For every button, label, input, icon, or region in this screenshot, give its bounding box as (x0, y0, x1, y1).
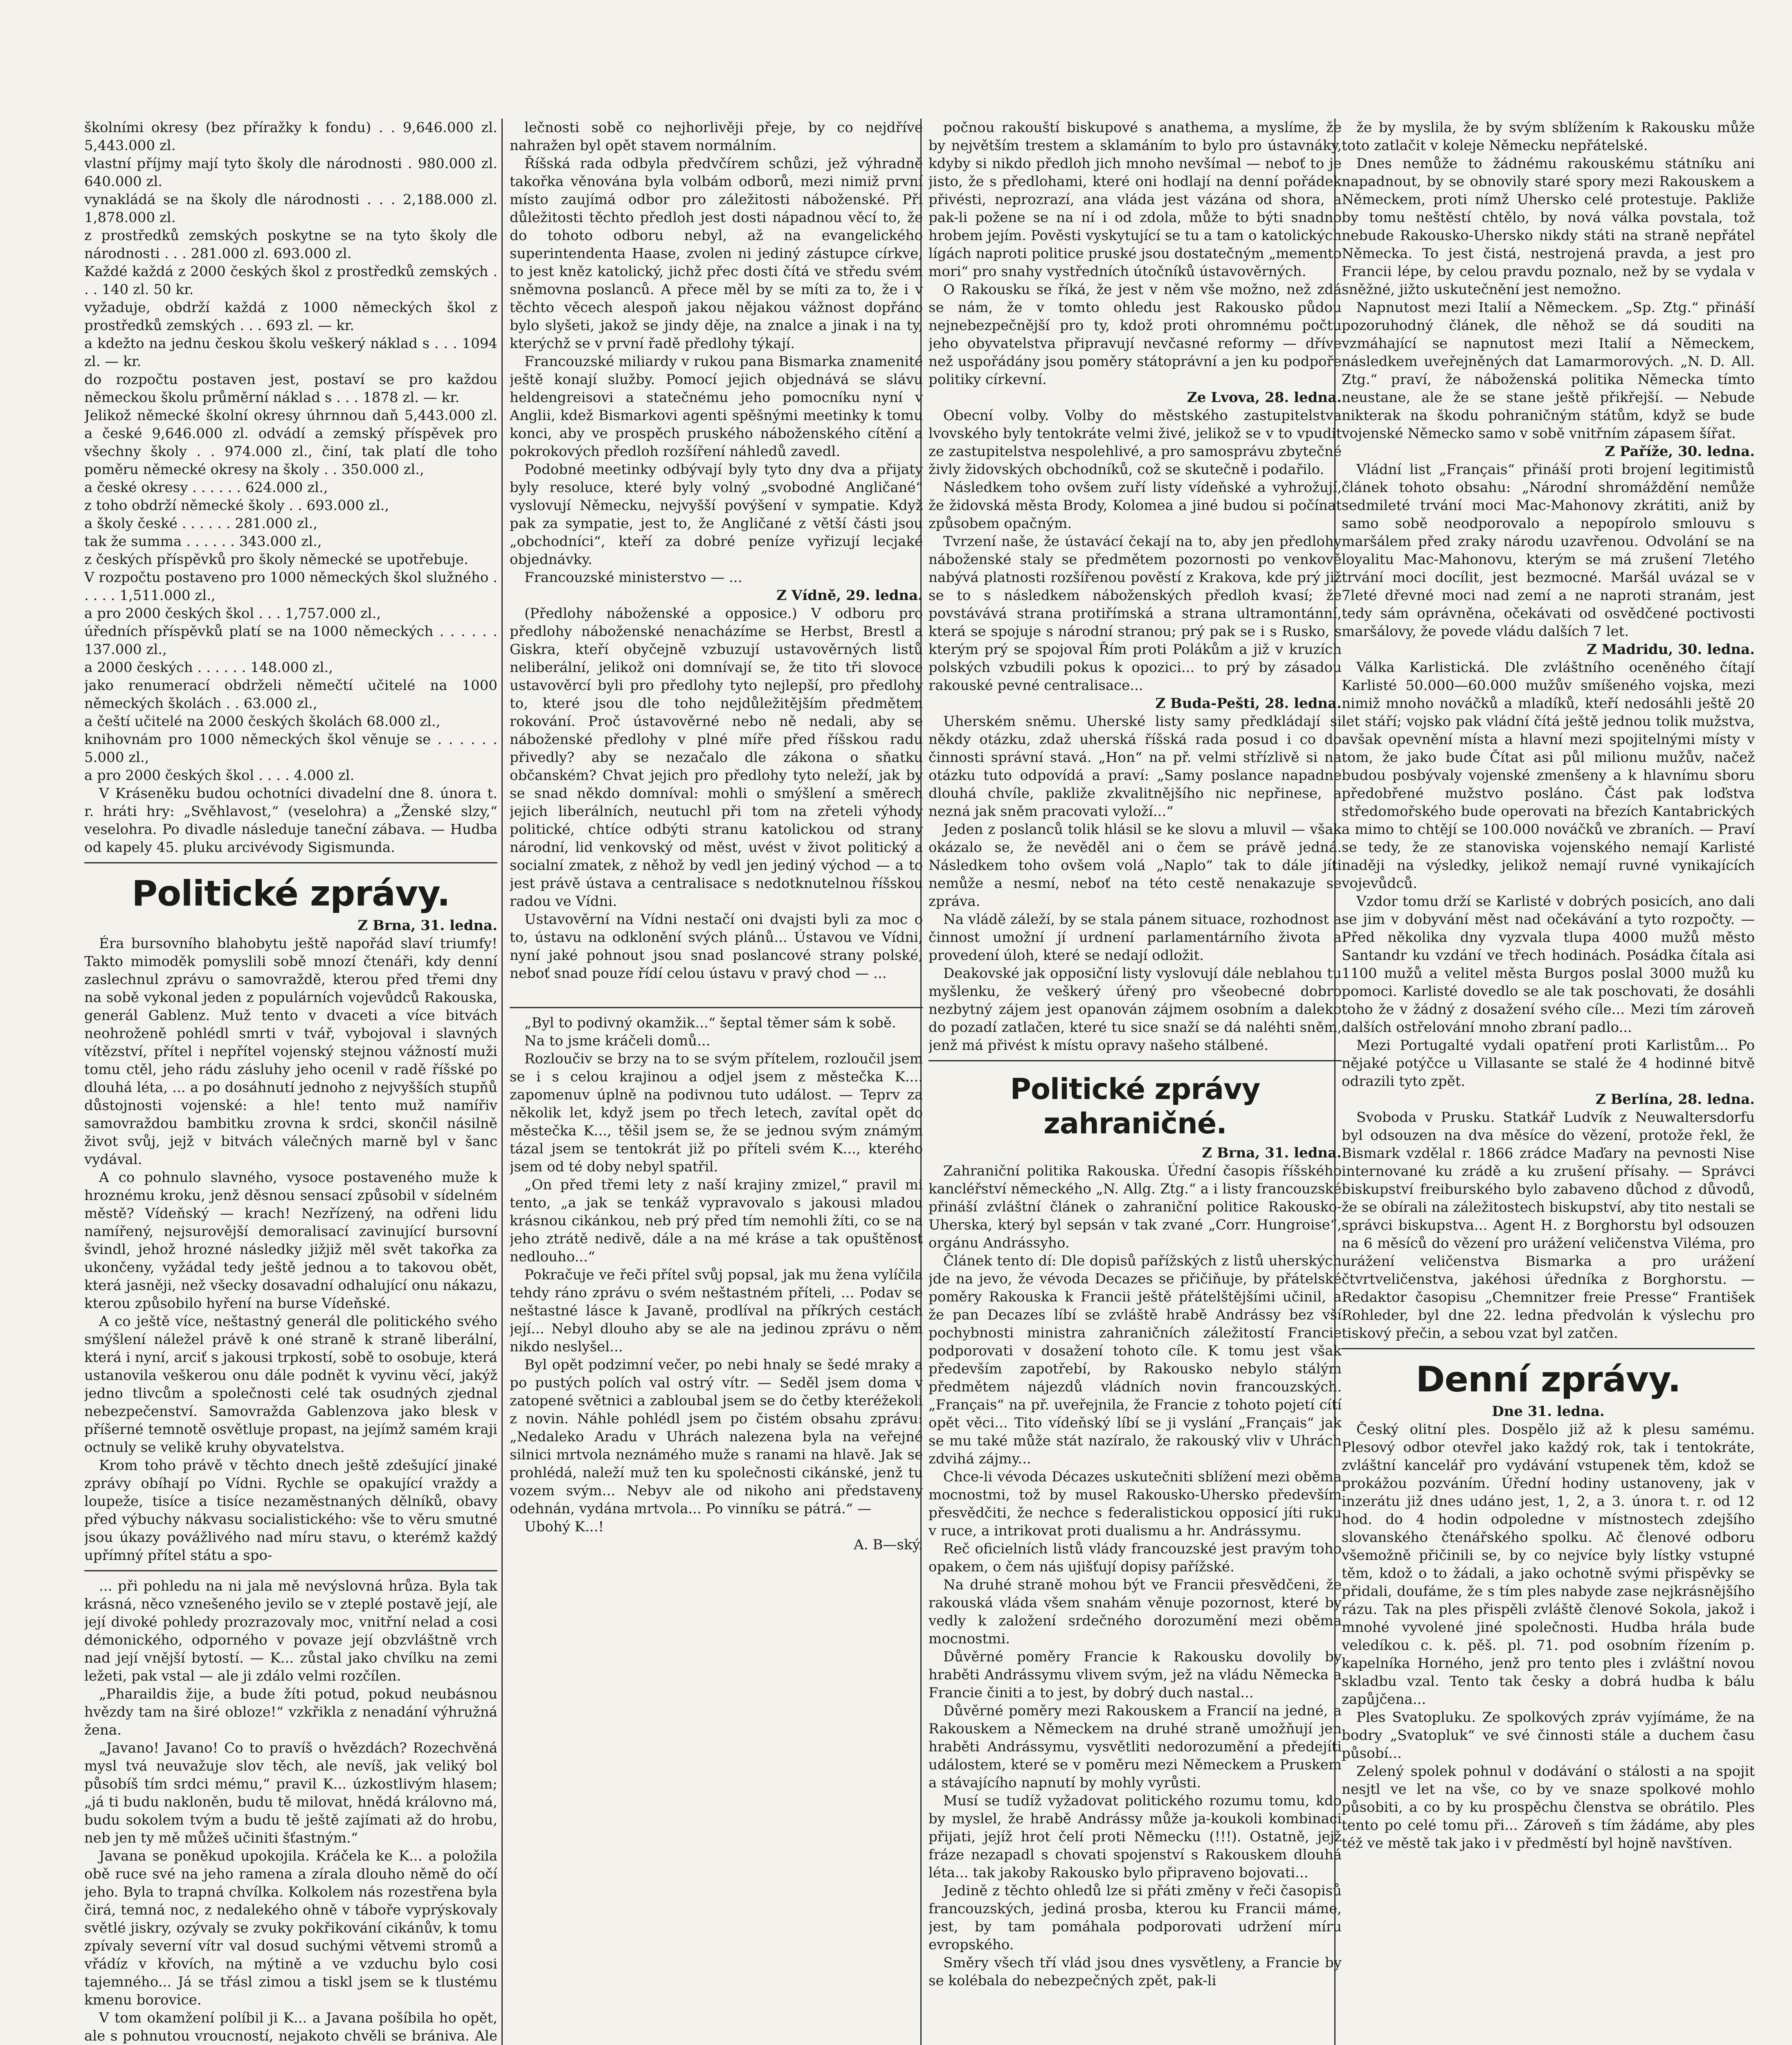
column-3 (929, 119, 1342, 2045)
feuilleton-paragraph: „Pharaildis žije, a bude žíti potud, pokud neubásnou hvězdy tam na širé obloze!“ vzkřikla z nenadání výhružná žena. (84, 1686, 497, 1738)
article-paragraph: Článek tento dí: Dle dopisů pařížských z listů uherských jde na jevo, že vévoda Decazes se přičiňuje, by přátelské poměry Rakouska k Francii ještě přátelštějšími učinil, a že pan Decazes líbí se zvláště hrabě Andrássy bez vší pochybnosti ministra zahraničních záležitostí Francie podporovati v dosažení tohoto cíle. K tomu jest však především zapotřebí, by Rakousko nebylo stálým předmětem nájezdů vládních novin francouzských. „Français“ na př. uveřejnila, že Francie z tohoto pojetí cítí opět věci... Tito vídeňský líbí se ji vyslání „Français“ jak se mu také může stát nazíralo, že rakouský vliv v Uhrách zdvihá zájmy... (929, 1253, 1342, 1467)
dateline: Z Brna, 31. ledna. (1202, 1145, 1342, 1161)
article-paragraph: A co pohnulo slavného, vysoce postaveného muže k hroznému kroku, jenž děsnou sensací způsobil v sídelném městě? Vídeňský — krach! Nezřízený, na odřeni lidu namířený, nejsurovější demoralisací zavinující bursovní švindl, jehož hrozné následky jižjiž měl svět takořka za ukončeny, vyžádal tedy ještě jednou a to takovou obět, která jasněji, než všecky dosavadní odhalující onu nákazu, kterou způsobilo hyření na burse Vídeňské. (84, 1169, 497, 1312)
table-line: a 2000 českých . . . . . . 148.000 zl., (84, 659, 333, 676)
table-line: vlastní příjmy mají tyto školy dle národnosti . 980.000 zl. 640.000 zl. (84, 155, 497, 190)
article-paragraph: Francouzské miliardy v rukou pana Bismarka znamenité ještě konají služby. Pomocí jejich objednává se slávu heldengreisovi a statečnému jeho pomocníku nyní v Anglii, kdež Bismarkovi agenti spěšnými meetinky k tomu konci, aby ve prospěch pruského náboženského cítění a pokrokových předloh rozšíření náhledů zavedl. (510, 353, 923, 460)
article-paragraph: Vládní list „Français“ přináší proti brojení legitimistů článek tohoto obsahu: „Národní shromáždění nemůže sedmileté trvání moci Mac-Mahonovy zkrátiti, aniž by samo sobě neodporovalo a nepopírolo smlouvu s maršálem před zraky národu uzavřenou. Odvolání se na loyalitu Mac-Mahonovu, kterým se má zrušení 7letého trvání moci docílit, jest bezmocné. Maršál uvázal se v 7leté dřevné moci nad zemí a ne naproti stranám, jest tedy sám oprávněna, očekávati od osvědčené poctivosti maršálovy, že povede vládu dalších 7 let. (1342, 461, 1755, 640)
table-line: školními okresy (bez příražky k fondu) . . 9,646.000 zl. 5,443.000 zl. (84, 119, 497, 154)
section-title-domestic: Politické zprávy. (132, 873, 450, 914)
article-paragraph: počnou rakouští biskupové s anathema, a myslíme, že by největším trestem a sklamáním to bylo pro ústavnáky, kdyby si nikdo předloh jich mnoho nevšímal — neboť to je jisto, že s předlohami, které oni hodlají na denní pořádek přivésti, neprozrazí, ana vláda jest vázána od shora, a pak-li požene se na ní i od zdola, může to býti snadno hrobem jejím. Pověsti vyskytující se tu a tam o katolických lígách naproti politice pruské jsou dostatečným „memento mori“ pro snahy vystředních útočníků ústavověrných. (929, 119, 1342, 280)
dateline: Z Vídně, 29. ledna. (776, 587, 923, 604)
article-paragraph: Uherském sněmu. Uherské listy samy předkládají si někdy otázku, zdaž uherská říšská rada posud i co do činnosti správní stavá. „Hon“ na př. velmi střízlivě si na otázku tuto odpovídá a praví: „Samy poslance napadne dlouhá chvíle, pakliže zkvalitnějšího nic nepřinese, a nezná jak sněm pracovati vyloží...“ (929, 713, 1342, 820)
table-line: a pro 2000 českých škol . . . 1,757.000 zl., (84, 605, 381, 622)
dateline: Z Berlína, 28. ledna. (1595, 1091, 1755, 1108)
article-paragraph: Válka Karlistická. Dle zvláštního oceněného čítají Karlisté 50.000—60.000 mužův smíšeného vojska, mezi nimiž mnoho nováčků a mladíků, kteří nedosáhli ještě 20 let stáří; vojsko pak vládní čítá ještě jednou tolik mužstva, avšak opevnění místa a hlavní mezi spojitelnými místy v tom, že jako bude Čítat asi půl milionu mužův, načež budou posbývaly vojenské zmenšeny a k hlavnímu sboru předobřené mužstvo posláno. Část pak loďstva středomořského bude operovati na březích Kantabrických a mimo to chtějí se 100.000 nováčků ve zbraních. — Praví se tedy, že ze stanoviska vojenského nemají Karlisté naději na výsledky, jelikož nemají ruvné vynikajících vojevůdců. (1342, 659, 1755, 892)
table-line: tak že summa . . . . . . 343.000 zl., (84, 533, 322, 550)
article-paragraph: Následkem toho ovšem zuří listy vídeňské a vyhrožují, že židovská města Brody, Kolomea a jiné budou si počínat způsobem opačným. (929, 479, 1342, 532)
feuilleton-paragraph: Ubohý K...! (524, 1519, 604, 1535)
dateline: Z Buda-Pešti, 28. ledna. (1155, 695, 1342, 712)
article-paragraph: O Rakousku se říká, že jest v něm vše možno, než zdá se nám, že v tomto ohledu jest Rakousko půdou nejnebezpečnější pro ty, kdož proti ohromnému počtu jeho obyvatelstva připravují nevčasné reformy — dříve než uspořádány jsou poměry státoprávní a jen ku podpoře politiky církevní. (929, 281, 1342, 388)
article-paragraph: Směry všech tří vlád jsou dnes vysvětleny, a Francie by se kolébala do nebezpečných zpět, pak-li (929, 1955, 1342, 1989)
article-paragraph: Český olitní ples. Dospělo již až k plesu samému. Plesový odbor otevřel jako každý rok, tak i tentokráte, zvláštní kancelář pro vydávání vstupenek těm, kdož se prokážou pozváním. Úřední hodiny ustanoveny, jak v inzerátu již dnes udáno jest, 1, 2, a 3. února t. r. od 12 hod. do 4 hodin odpoledne v místnostech zdejšího slovanského čtenářského spolku. Ač členové odboru všemožně přičinili se, by co nejvíce byly lístky vstupné těm, kdož o to žádali, a jako ochotně svými přispěvky se přidali, doufáme, že s tím ples nabyde zase nejkrásnějšího rázu. Tak na ples přispěli zvláště členové Sokola, jakož i mnohé vyvolené jiné společnosti. Hudba hrála bude veledíkou c. k. pěš. pl. 71. pod osobním řízením p. kapelníka Horného, jenž pro tento ples i zvláštní novou skladbu vzal. Tento tak česky a dobrá hudba k bálu zapůjčena... (1342, 1421, 1755, 1708)
table-line: knihovnám pro 1000 německých škol věnuje se . . . . . . 5.000 zl., (84, 731, 497, 766)
column-rule (501, 119, 503, 2045)
article-paragraph: Vzdor tomu drží se Karlisté v dobrých posicích, ano dali se jim v dobyvání měst nad očekávání a tyto rozpočty. — Před několika dny vyzvala tlupa 4000 mužů město Santandr ku vzdání ve třech hodinách. Posádka čítala asi 1100 mužů a velitel města Burgos poslal 3000 mužů ku pomoci. Karlisté dovedlo se ale tak poschovati, že dosáhli toho že v žádný z dosažení svého cíle... Mezi tím zároveň dalších ostřelování mnoho zbraní padlo... (1342, 893, 1755, 1036)
article-paragraph: Říšská rada odbyla předvčírem schůzi, jež výhradně takořka věnována byla volbám odborů, mezi nimiž první místo zaujímá odbor pro záležitosti náboženské. Při důležitosti těchto předloh jest dosti nápadnou věcí to, že do tohoto odboru nebyl, až na evangelického superintendenta Haase, zvolen ni jediný zástupce církve, to jest kněz katolický, jichž přec dosti čítá ve středu svém sněmovna poslanců. A přece měl by se míti za to, že i v těchto věcech alespoň jakou nějakou vážnost dopřáno bylo slyšeti, jakož se jindy děje, na znalce a jinak i na ty, kterýchž se v první řadě předlohy týkají. (510, 155, 923, 352)
dateline: Z Paříže, 30. ledna. (1605, 443, 1755, 460)
article-paragraph: Dnes nemůže to žádnému rakouskému státníku ani napadnout, by se obnovily staré spory mezi Rakouskem a Německem, proti nímž Uhersko celé protestuje. Pakliže by tomu neštěstí chtělo, by nová válka povstala, tož nebude Rakousko-Uhersko nikdy státi na straně nepřátel Německa. To jest čistá, nestrojená pravda, a jest pro Francii lépe, by celou pravdu poznalo, než by se vydala v sněžné, jižto uskutečnění jest nemožno. (1342, 155, 1755, 298)
theatre-notice: V Kráseněku budou ochotníci divadelní dne 8. února t. r. hráti hry: „Svěhlavost,“ (veselohra) a „Ženské slzy,“ veselohra. Po divadle následuje taneční zábava. — Hudba od kapely 45. pluku arcivévody Sigismunda. (84, 785, 497, 856)
table-line: a české okresy . . . . . . 624.000 zl., (84, 479, 328, 496)
feuilleton-rule (84, 1570, 497, 1571)
article-paragraph: lečnosti sobě co nejhorlivěji přeje, by co nejdříve nahražen byl opět stavem normálním. (510, 119, 923, 154)
article-paragraph: Francouzské ministerstvo — ... (524, 569, 742, 586)
feuilleton-paragraph: „On před třemi lety z naší krajiny zmizel,“ pravil mi tento, „a jak se tenkáž vypravovalo s jakousi mladou krásnou cikánkou, neb prý před tím nemohli žíti, co se na jeho ztrátě nedivě, dále a na mé kráse a tak opuštěnost nedlouho...“ (510, 1177, 923, 1265)
table-line: úředních příspěvků platí se na 1000 německých . . . . . . 137.000 zl., (84, 623, 497, 658)
article-paragraph: Obecní volby. Volby do městského zastupitelstva lvovského byly tentokráte velmi živé, jelikož se v to vpudit ze zastupitelstva nespolehlivé, a pro samosprávu zbytečné živly židovských obchodníků, což se skutečně i podařilo. (929, 407, 1342, 478)
table-line: Jelikož německé školní okresy úhrnnou daň 5,443.000 zl. a české 9,646.000 zl. odvádí a zemský příspěvek pro všechny školy . . 974.000 zl., činí, tak platí dle toho poměru německé okresy na školy . . 350.000 zl., (84, 407, 497, 478)
table-line: vynakládá se na školy dle národnosti . . . 2,188.000 zl. 1,878.000 zl. (84, 191, 497, 226)
feuilleton-paragraph: ... při pohledu na ni jala mě nevýslovná hrůza. Byla tak krásná, něco vznešeného jevilo se v zteplé postavě její, ale její divoké pohledy prozrazovaly moc, vnitřní nelad a cosi démonického, odporného v povaze její obzvláštně vrch nad její vnější bytostí. — K... zůstal jako chvílku na zemi ležeti, pak vstal — ale ji zdálo velmi rozčílen. (84, 1578, 497, 1684)
article-paragraph: Chce-li vévoda Décazes uskutečniti sblížení mezi oběma mocnostmi, tož by musel Rakousko-Uhersko především přesvědčiti, že nechce s federalistickou opposicí jíti ruku v ruce, a intrikovat proti dualismu a hr. Andrássymu. (929, 1469, 1342, 1539)
table-line: Každé každá z 2000 českých škol z prostředků zemských . . . 140 zl. 50 kr. (84, 263, 497, 298)
feuilleton-paragraph: „Javano! Javano! Co to pravíš o hvězdách? Rozechvěná mysl tvá neuvažuje slov těch, ale nevíš, jak veliký bol působíš tím srdci mému,“ pravil K... úzkostlivým hlasem; „já ti budu nakloněn, budu tě milovat, hnědá královno má, budu sokolem tvým a budu tě ještě zajímati až do hrobu, neb jen ty mě můžeš učiniti šťastným.“ (84, 1740, 497, 1846)
article-paragraph: Musí se tudíž vyžadovat politického rozumu tomu, kdo by myslel, že hrabě Andrássy může ja-koukoli kombinaci přijati, jejíž hrot čelí proti Německu (!!!). Ostatně, jejž fráze nezapadl s chovati spojenství s Rakouskem dlouhá léta... tak jakoby Rakousko bylo připraveno bojovati... (929, 1793, 1342, 1881)
article-paragraph: Důvěrné poměry Francie k Rakousku dovolily by hraběti Andrássymu vlivem svým, jež na vládu Německa a Francie činiti a to jest, by dobrý duch nastal... (929, 1649, 1342, 1701)
column-2 (510, 119, 923, 2045)
article-paragraph: Tvrzení naše, že ústavácí čekají na to, aby jen předlohy náboženské staly se předmětem pozornosti po venkově nabývá platnosti rozšířenou pověstí z Krakova, kde prý již se to s následkem náboženských předloh kvasí; že povstávává strana protiřímská a strana ultramontánní, která se spojuje s národní stranou; prý pak se i s Rusko, s kterým prý se spojoval Řím proti Polákům a již v kruzích polských vzbudili pokus k opozici... to prý by zásadou rakouské pevné centralisace... (929, 533, 1342, 694)
feuilleton-paragraph: Rozloučiv se brzy na to se svým přítelem, rozloučil jsem se i s celou krajinou a odjel jsem z městečka K.... zapomenuv úplně na podivnou tuto událost. — Teprv za několik let, když jsem po třech letech, zavítal opět do městečka K..., těšil jsem se, že se jednou svým známým tázal jsem se tentokrát již po příteli svém K..., kterého jsem od té doby nebyl spatřil. (510, 1051, 923, 1175)
article-paragraph: (Předlohy náboženské a opposice.) V odboru pro předlohy náboženské nenacházíme se Herbst, Brestl a Giskra, kteří obyčejně vzbuzují ustavověrných listů neliberální, jelikož oni domnívají se, že tito tři slovoce ustavověrcí byli pro předlohy tyto nejlepší, pro předlohy to, které jsou dle toho nejdůležitějším předmětem rokování. Proč ústavověrné nebo ně nedali, aby se náboženské předlohy v plné míře před říšskou radu přivedly? aby se nezačalo dle zákona o sňatku občanském? Chvat jejich pro předlohy tyto neleží, jak by se snad někdo domníval: mohli o smýšlení a směrech jejich liberálních, neutuchl při tom na zřeteli výhody politické, chtíce odbýti stranu katolickou od strany národní, lid venkovský od měst, uvést v život politický a socialní zmatek, z něhož by vedl jen jediný východ — a to jest právě ústava a centralisace s nedotknutelnou říšskou radou ve Vídni. (510, 605, 923, 910)
section-rule (1342, 1348, 1755, 1349)
article-paragraph: že by myslila, že by svým sblížením k Rakousku může toto zatlačit v koleje Německu nepřátelské. (1342, 119, 1755, 154)
article-paragraph: Podobné meetinky odbývají byly tyto dny dva a přijaty byly resoluce, které byly volný „svobodné Angličané“ vyslovují Německu, nejvyšší povýšení v sympatie. Když pak za sympatie, jest to, že Angličané z větší části jsou „obchodníci“, kteří za dobré peníze vyřizují lecjaké objednávky. (510, 461, 923, 568)
section-title-foreign: Politické zprávy zahraničné. (1010, 1072, 1260, 1140)
article-paragraph: Důvěrné poměry mezi Rakouskem a Francií na jedné, a Rakouskem a Německem na druhé straně umožňují jen hraběti Andrássymu, vysvětliti nedorozumění a předejíti událostem, které se v poměru mezi Německem a Pruskem a stávajícího napnutí by mohly vyrůsti. (929, 1703, 1342, 1791)
article-paragraph: Mezi Portugalté vydali opatření proti Karlistům... Po nějaké potýčce u Villasante se stalé že 4 hodinné bitvě odrazili tyto zpět. (1342, 1037, 1755, 1090)
article-paragraph: A co ještě více, neštastný generál dle politického svého smýšlení náležel právě k oné straně k straně liberální, která i nyní, arciť s jakousi trpkostí, sobě to osobuje, která ustanovila veškerou onu dále podnět k vyvinu věcí, jakýž jedno tlivcům a společnosti celé tak osudných zjednal nebezpečenství. Samovražda Gablenzova jako blesk v příšerné temnotě osvětluje propast, na jejímž samém kraji octnuly se velikě kruhy obyvatelstva. (84, 1313, 497, 1456)
section-rule (84, 862, 497, 863)
table-line: a kdežto na jednu českou školu veškerý náklad s . . . 1094 zl. — kr. (84, 335, 497, 370)
school-budget-table (84, 119, 497, 784)
table-line: jako renumerací obdrželi němečtí učitelé na 1000 německých školách . . 63.000 zl., (84, 677, 497, 712)
dateline: Ze Lvova, 28. ledna. (1187, 389, 1342, 406)
dateline: Dne 31. ledna. (1492, 1403, 1605, 1420)
author-signature: A. B—ský. (854, 1537, 923, 1553)
article-paragraph: Reč oficielních listů vlády francouzské jest pravým toho opakem, o čem nás ujišťují dopisy pařížské. (929, 1541, 1342, 1575)
article-paragraph: Jeden z poslanců tolik hlásil se ke slovu a mluvil — však okázalo se, že nevěděl ani o čem se právě jedná. Následkem toho ovšem volá „Naplo“ tak to dále jíti nemůže a nesmí, neboť na této cestě nenakazuje se zpráva. (929, 821, 1342, 910)
feuilleton-paragraph: Javana se poněkud upokojila. Kráčela ke K... a položila obě ruce své na jeho ramena a zírala dlouho němě do očí jeho. Byla to trapná chvílka. Kolkolem nás rozestřena byla čirá, temná noc, z nedalekého ohně v táboře vyprýskovaly světlé jiskry, ozývaly se zvuky pokřikování cikánův, k tomu zpívaly severní vítr val dosud suchými větvemi stromů a vřádíz v křovích, na mýtině a ve vzduchu bylo cosi tajemného... Já se třásl zimou a tiskl jsem se k tlustému kmenu borovice. (84, 1848, 497, 2008)
table-line: a školy české . . . . . . 281.000 zl., (84, 515, 318, 532)
table-line: z českých příspěvků pro školy německé se upotřebuje. (84, 551, 468, 568)
dateline: Z Madridu, 30. ledna. (1587, 641, 1755, 658)
feuilleton-paragraph: Byl opět podzimní večer, po nebi hnaly se šedé mraky a po pustých polích val ostrý vítr. — Seděl jsem doma v zatopené světnici a zabloubal jsem se do četby kteréžekoli z novin. Náhle pohlédl jsem po čistém obsahu zprávu: „Nedaleko Aradu v Uhrách nalezena byla na veřejné silnici mrtvola neznámého muže s ranami na hlavě. Jak se prohlédá, naleží muž ten ku společnosti cikánské, jenž tu vozem svým... Nebyv ale od nikoho ani představeny odehnán, vydána mrtvola... Po vinníku se pátrá.“ — (510, 1357, 923, 1517)
feuilleton-paragraph: Na to jsme kráčeli domů... (524, 1033, 711, 1049)
article-paragraph: Ustavověrní na Vídni nestačí oni dvajsti byli za moc o to, ústavu na odklonění svých plánů... Ústavou ve Vídni, nyní jaké pohnout jsou snad poslancové strany polské, neboť snad pouze řídí celou ústavu v pravý chod — ... (510, 911, 923, 982)
section-title-daily: Denní zprávy. (1416, 1359, 1681, 1400)
feuilleton-paragraph: „Byl to podivný okamžik...“ šeptal těmer sám k sobě. (524, 1015, 896, 1031)
table-line: V rozpočtu postaveno pro 1000 německých škol služného . . . . . 1,511.000 zl., (84, 569, 497, 604)
table-line: vyžaduje, obdrží každá z 1000 německých škol z prostředků zemských . . . 693 zl. — kr. (84, 299, 497, 334)
article-paragraph: Éra bursovního blahobytu ještě napořád slaví triumfy! Takto mimoděk pomyslili sobě mnozí čtenáři, kdy denní zaslechnul zprávu o samovraždě, kterou před třemi dny na sobě vykonal jeden z populárních vojevůdců Rakouska, generál Gablenz. Muž tento v dvaceti a více bitvách neohroženě pohlédl smrti v tvář, vybojoval i slavných vítězství, přítel i nepřítel vojenský stejnou vážností muži tomu ctěl, jeho rádu zásluhy jeho ocenil v radě říšské po dlouhá léta, ... a po dosáhnutí jednoho z nejvyšších stupňů důstojnosti vojenské: a hle! tento muž namířiv samovraždou bambitku zrovna k srdci, skončil násilně život svůj, jejž v bitvách válečných marně byl v šanc vydával. (84, 935, 497, 1168)
article-paragraph: Zelený spolek pohnul v dodávání o stálosti a na spojit nesjtl ve let na vše, co by ve snaze spolkové mohlo působiti, a co by ku prospěchu členstva se obrátilo. Ples tento po celé tomu při... Zároveň s tím žádáme, aby ples též ve městě tak jako i v předměstí byl hojně navštíven. (1342, 1763, 1755, 1852)
article-paragraph: Napnutost mezi Italií a Německem. „Sp. Ztg.“ přináší pozoruhodný článek, dle něhož se dá souditi na vzmáhající se napnutost mezi Italií a Německem, následkem uveřejněných dat Lamarmorových. „N. D. All. Ztg.“ praví, že náboženská politika Německa tímto neustane, ale že se stane ještě přikřejší. — Nebude nikterak na škodu pohraničným státům, když se bude vojenské Německo samo v sobě vnitřním zápasem šířat. (1342, 299, 1755, 442)
article-paragraph: Na vládě záleží, by se stala pánem situace, rozhodnost a činnost umožní jí urdnení parlamentárního života a provedení úloh, které se nedají odložit. (929, 911, 1342, 964)
feuilleton-paragraph: Pokračuje ve řeči přítel svůj popsal, jak mu žena vylíčila tehdy ráno zprávu o svém neštastném příteli, ... Podav se neštastné lásce k Javaně, prodlíval na příkrých cestách její... Nebyl dlouho aby se ale na jedinou zprávu o něm nikdo neslyšel... (510, 1267, 923, 1355)
article-paragraph: Ples Svatopluku. Ze spolkových zpráv vyjímáme, že na bodry „Svatopluk“ ve své činnosti stále a duchem času působí... (1342, 1709, 1755, 1762)
dateline: Z Brna, 31. ledna. (358, 917, 497, 934)
table-line: a pro 2000 českých škol . . . . 4.000 zl. (84, 767, 355, 784)
column-1 (84, 119, 497, 2045)
article-paragraph: Zahraniční politika Rakouska. Úřední časopis říšského kancléřství německého „N. Allg. Ztg.“ a i listy francouzské přináší zvláštní článek o zahraniční politice Rakousko-Uherska, který byl sepsán v tak zvané „Corr. Hungroise“, orgánu Andrássyho. (929, 1163, 1342, 1251)
article-paragraph: Krom toho právě v těchto dnech ještě zdešující jinaké zprávy obíhají po Vídni. Rychle se opakující vraždy a loupeže, tisíce a tisíce nezaměstnaných dělníků, obavy před výbuchy nákvasu socialistického: vše to věru smutné jsou úkazy povážlivého nad míru stavu, o kterémž každý upřímný přítel státu a spo- (84, 1457, 497, 1564)
table-line: a čeští učitelé na 2000 českých školách 68.000 zl., (84, 713, 441, 730)
article-paragraph: Na druhé straně mohou být ve Francii přesvědčeni, že rakouská vláda všem snahám věnuje pozornost, které by vedly k založení srdečného dorozumění mezi oběma mocnostmi. (929, 1577, 1342, 1647)
article-paragraph: Svoboda v Prusku. Statkář Ludvík z Neuwaltersdorfu byl odsouzen na dva měsíce do vězení, protože řekl, že Bismark vzdělal r. 1866 zrádce Maďary na pevnosti Nise internované ku zrádě a ku zrušení přísahy. — Správci biskupství freiburského bylo zabaveno důchod z důvodů, že se obírali na záležitostech biskupství, aby tito nestali se správci biskupstva... Agent H. z Borghorstu byl odsouzen na 6 měsíců do vězení pro urážení veličenstva Viléma, pro urážení veličenstva Bismarka a pro urážení čtvrtveličenstva, jakéhosi úředníka z Borghorstu. — Redaktor časopisu „Chemnitzer freie Presse“ František Rohleder, byl dne 22. ledna předvolán k výslechu pro tiskový přečin, a sebou vzat byl zatčen. (1342, 1109, 1755, 1342)
column-4 (1342, 119, 1755, 2045)
feuilleton-rule (510, 1007, 923, 1008)
section-rule (929, 1060, 1342, 1061)
table-line: z prostředků zemských poskytne se na tyto školy dle národnosti . . . 281.000 zl. 693.000 zl. (84, 227, 497, 262)
feuilleton-paragraph: V tom okamžení políbil ji K... a Javana pošíbila ho opět, ale s pohnutou vroucností, nejakoto chvěli se brániva. Ale (84, 2010, 497, 2044)
article-paragraph: Deakovské jak opposiční listy vyslovují dále neblahou tu myšlenku, že veškerý úřený pro všeobecné dobro nezbytný zájem jest opanován zájmem osobním a daleko do pozadí zatlačen, které tu sice snaží se dá naléhti sněm, jenž má přivést k místu opravy našeho stálbené. (929, 965, 1342, 1054)
table-line: z toho obdrží německé školy . . 693.000 zl., (84, 497, 389, 514)
table-line: do rozpočtu postaven jest, postaví se pro každou německou školu průměrní náklad s . . . 1878 zl. — kr. (84, 371, 497, 406)
article-paragraph: Jedině z těchto ohledů lze si přáti změny v řeči časopisů francouzských, jediná prosba, kterou ku Francii máme, jest, by tam pomáhala podporovati udržení míru evropského. (929, 1883, 1342, 1953)
